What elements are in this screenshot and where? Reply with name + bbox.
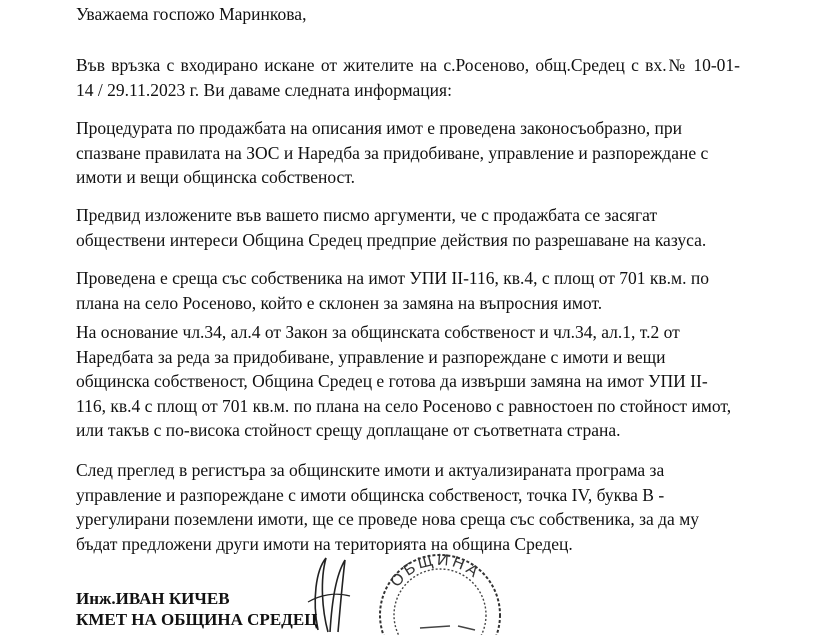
paragraph-request: Във връзка с входирано искане от жителите на с.Росеново, общ.Средец с вх.№ 10-01- 14 / 29.11.2023 г. Ви даваме следната информация: bbox=[76, 55, 740, 100]
paragraph-registry-review: След преглед в регистъра за общинските имоти и актуализираната програма за управление и разпореждане с имоти общинска собственост, точка IV, буква В - урегулирани поземлени имоти, ще се проведе нова среща със собственика, за да му бъдат предложени други имоти на територията на община Средец. bbox=[76, 460, 700, 554]
salutation: Уважаема госпожо Маринкова, bbox=[76, 4, 307, 24]
signature-name: Инж.ИВАН КИЧЕВ bbox=[76, 589, 230, 608]
paragraph-arguments: Предвид изложените във вашето писмо аргументи, че с продажбата се засягат обществени интереси Община Средец предприе действия по разрешаване на казуса. bbox=[76, 205, 707, 250]
paragraph-legal-basis: На основание чл.34, ал.4 от Закон за общинската собственост и чл.34, ал.1, т.2 от Наредбата за реда за придобиване, управление и разпореждане с имоти и вещи общинска собственост, Община Средец е готова да извърши замяна на имот УПИ II- 116, кв.4 с площ от 701 кв.м. по плана на село Росеново с равностоен по стойност имот, или такъв с по-висока стойност срещу доплащане от съответната страна. bbox=[76, 322, 732, 440]
signature-title: КМЕТ НА ОБЩИНА СРЕДЕЦ bbox=[76, 610, 318, 629]
signature-and-stamp-image bbox=[290, 540, 520, 635]
paragraph-meeting: Проведена е среща със собственика на имот УПИ II-116, кв.4, с площ от 701 кв.м. по плана на село Росеново, който е склонен за замяна на въпросния имот. bbox=[76, 268, 709, 313]
paragraph-procedure: Процедурата по продажбата на описания имот е проведена законосъобразно, при спазване правилата на ЗОС и Наредба за придобиване, управление и разпореждане с имоти и вещи общинска собственост. bbox=[76, 118, 709, 187]
stamp-text: ОБЩИНА bbox=[387, 551, 484, 591]
